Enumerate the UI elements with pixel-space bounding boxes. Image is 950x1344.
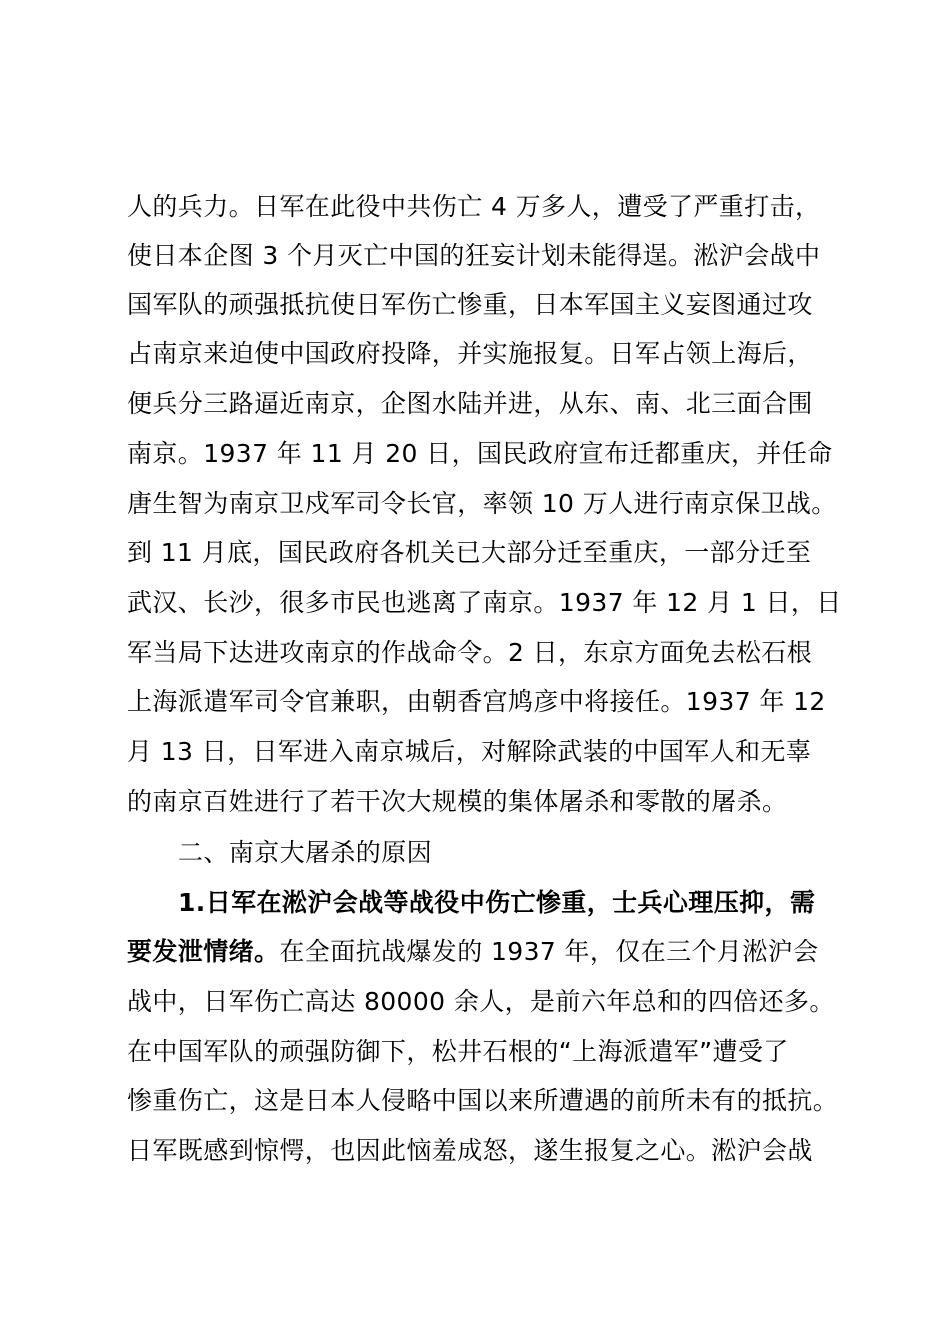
- paragraph-line: 战中，日军伤亡高达 80000 余人，是前六年总和的四倍还多。: [127, 987, 835, 1016]
- paragraph-line: 便兵分三路逼近南京，企图水陆并进，从东、南、北三面合围: [127, 389, 813, 418]
- section-heading: 二、南京大屠杀的原因: [178, 838, 433, 867]
- paragraph-line: 使日本企图 3 个月灭亡中国的狂妄计划未能得逞。淞沪会战中: [127, 241, 821, 270]
- paragraph-line: 占南京来迫使中国政府投降，并实施报复。日军占领上海后，: [127, 339, 813, 368]
- paragraph-line: 到 11 月底，国民政府各机关已大部分迁至重庆，一部分迁至: [127, 538, 812, 567]
- paragraph-line: 惨重伤亡，这是日本人侵略中国以来所遭遇的前所未有的抵抗。: [127, 1086, 839, 1115]
- paragraph-line: 月 13 日，日军进入南京城后，对解除武装的中国军人和无辜: [127, 737, 812, 766]
- paragraph-line: 国军队的顽强抵抗使日军伤亡惨重，日本军国主义妄图通过攻: [127, 290, 813, 319]
- point-text: 在全面抗战爆发的 1937 年，仅在三个月淞沪会: [279, 937, 819, 966]
- paragraph-line: [127, 935, 819, 969]
- paragraph-line: 唐生智为南京卫戍军司令长官，率领 10 万人进行南京保卫战。: [127, 489, 837, 518]
- paragraph-line: 上海派遣军司令官兼职，由朝香宫鸠彦中将接任。1937 年 12: [127, 687, 826, 716]
- paragraph-line: 日军既感到惊愕，也因此恼羞成怒，遂生报复之心。淞沪会战: [127, 1136, 813, 1165]
- paragraph-line: 的南京百姓进行了若干次大规模的集体屠杀和零散的屠杀。: [127, 787, 788, 816]
- paragraph-line: 军当局下达进攻南京的作战命令。2 日，东京方面免去松石根: [127, 638, 813, 667]
- paragraph-line: 武汉、长沙，很多市民也逃离了南京。1937 年 12 月 1 日，日: [127, 588, 842, 617]
- point-heading: 1.日军在淞沪会战等战役中伤亡惨重，士兵心理压抑，需: [178, 888, 816, 917]
- point-heading-continuation: 要发泄情绪。: [127, 937, 280, 966]
- paragraph-line: 在中国军队的顽强防御下，松井石根的“上海派遣军”遭受了: [127, 1037, 789, 1066]
- paragraph-line: 人的兵力。日军在此役中共伤亡 4 万多人，遭受了严重打击，: [127, 192, 821, 221]
- paragraph-line: 南京。1937 年 11 月 20 日，国民政府宣布迁都重庆，并任命: [127, 439, 833, 468]
